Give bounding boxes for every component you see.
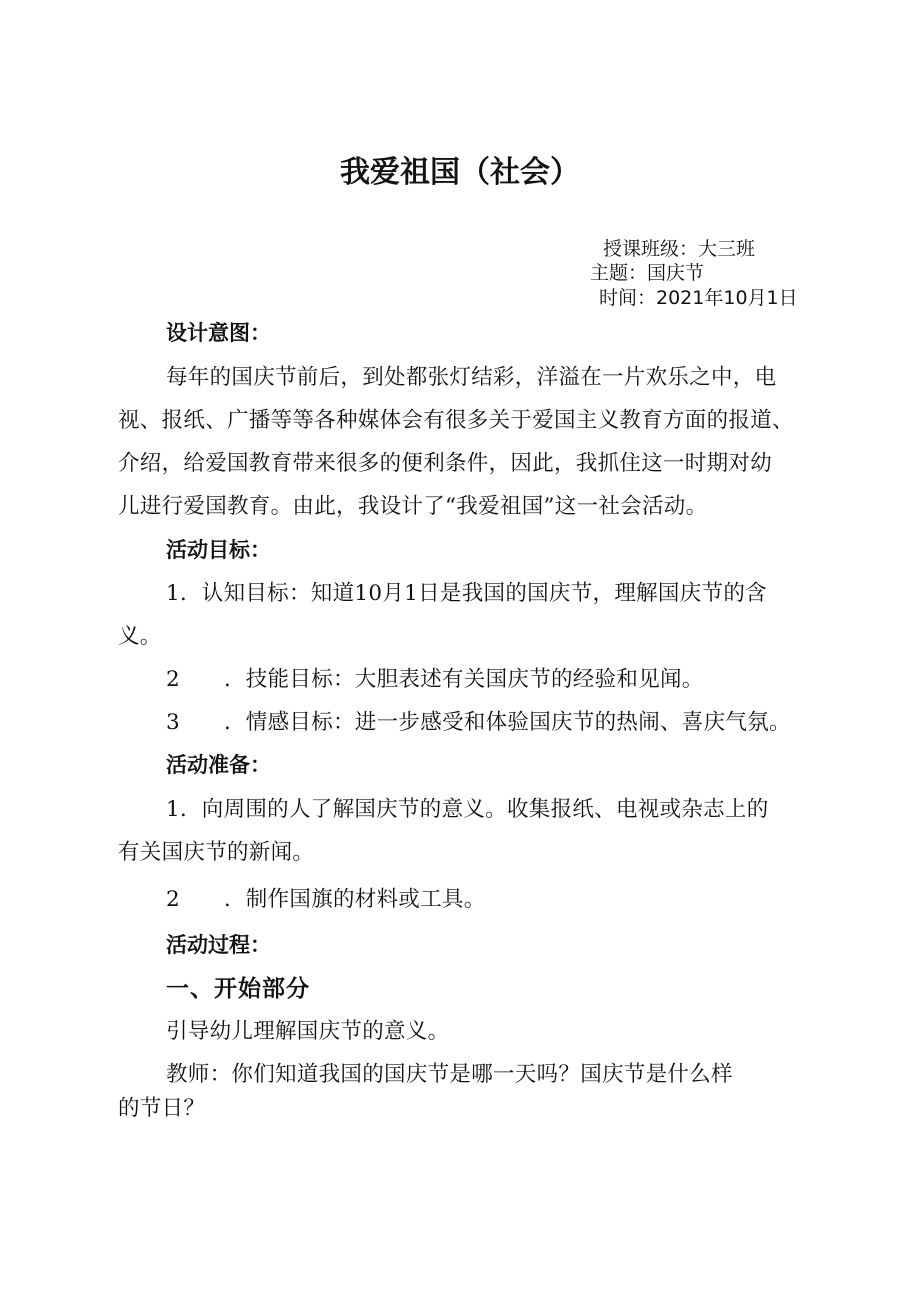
process-intro: 引导幼儿理解国庆节的意义。 bbox=[166, 1019, 450, 1044]
design-heading: 设计意图： bbox=[166, 321, 271, 345]
design-line: 每年的国庆节前后，到处都张灯结彩，洋溢在一片欢乐之中，电 bbox=[166, 365, 777, 390]
goals-heading: 活动目标： bbox=[166, 538, 271, 562]
meta-date: 时间：2021年10月1日 bbox=[599, 287, 798, 309]
prep-item-2-text: ．制作国旗的材料或工具。 bbox=[224, 887, 486, 912]
teacher-question-cont: 的节日？ bbox=[118, 1096, 206, 1121]
goal-item-2-text: ．技能目标：大胆表述有关国庆节的经验和见闻。 bbox=[224, 667, 704, 692]
process-heading: 活动过程： bbox=[166, 933, 271, 957]
page-title: 我爱祖国（社会） bbox=[340, 155, 580, 190]
prep-item-2-number: 2 bbox=[166, 887, 180, 912]
prep-item-2 bbox=[166, 884, 486, 916]
prep-item-1-cont: 有关国庆节的新闻。 bbox=[118, 840, 315, 865]
goal-item-3-text: ．情感目标：进一步感受和体验国庆节的热闹、喜庆气氛。 bbox=[224, 710, 791, 735]
goal-item-2 bbox=[166, 664, 704, 696]
goal-item-1-cont: 义。 bbox=[118, 624, 162, 649]
design-line: 儿进行爱国教育。由此，我设计了“我爱祖国”这一社会活动。 bbox=[118, 494, 708, 519]
goal-item-1: 1．认知目标：知道10月1日是我国的国庆节，理解国庆节的含 bbox=[166, 581, 767, 606]
design-line: 介绍，给爱国教育带来很多的便利条件，因此，我抓住这一时期对幼 bbox=[118, 451, 773, 476]
prep-heading: 活动准备： bbox=[166, 753, 271, 777]
goal-item-3 bbox=[166, 707, 791, 739]
teacher-question: 教师：你们知道我国的国庆节是哪一天吗？国庆节是什么样 bbox=[166, 1062, 733, 1087]
meta-theme: 主题：国庆节 bbox=[590, 262, 705, 284]
goal-item-3-number: 3 bbox=[166, 710, 180, 735]
goal-item-2-number: 2 bbox=[166, 667, 180, 692]
section-heading: 一、开始部分 bbox=[166, 976, 310, 1002]
design-line: 视、报纸、广播等等各种媒体会有很多关于爱国主义教育方面的报道、 bbox=[118, 408, 794, 433]
meta-class: 授课班级：大三班 bbox=[603, 238, 756, 260]
prep-item-1: 1．向周围的人了解国庆节的意义。收集报纸、电视或杂志上的 bbox=[166, 797, 769, 822]
